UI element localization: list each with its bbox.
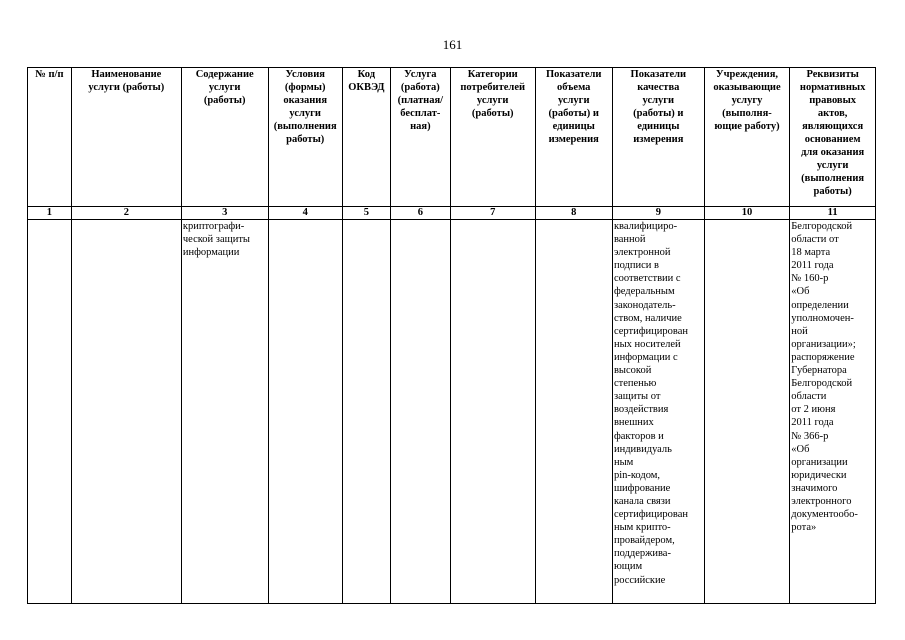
- text-line: правовых: [809, 95, 857, 106]
- text-line: актов,: [817, 108, 848, 119]
- text-line: факторов и: [613, 430, 664, 442]
- text-line: (формы): [284, 82, 326, 93]
- text-line: индивидуаль: [613, 443, 672, 455]
- text-line: услуги (работы): [88, 82, 165, 93]
- header-cell: [71, 68, 181, 207]
- text-line: (выполнения: [273, 121, 337, 132]
- header-cell: [342, 68, 390, 207]
- header-cell: [268, 68, 342, 207]
- column-number: 7: [450, 207, 535, 220]
- text-line: провайдером,: [613, 535, 675, 547]
- text-line: объема: [557, 82, 591, 93]
- text-line: (работа): [400, 82, 440, 93]
- text-line: ных носителей: [613, 338, 681, 350]
- cell-legal-acts: [790, 220, 876, 604]
- text-line: Условия: [285, 69, 325, 80]
- text-line: Реквизиты: [806, 69, 859, 80]
- header-cell: [612, 68, 704, 207]
- text-line: (работы) и: [548, 108, 599, 119]
- text-line: степенью: [613, 378, 657, 390]
- header-cell: [28, 68, 72, 207]
- text-line: Учреждения,: [715, 69, 779, 80]
- cell-volume-indicators: [535, 220, 612, 604]
- text-line: электронной: [613, 247, 671, 259]
- text-line: сертифицирован: [613, 325, 688, 337]
- text-line: распоряжение: [791, 351, 855, 363]
- text-line: сертифицирован: [613, 509, 688, 521]
- text-line: работы): [286, 134, 325, 145]
- text-line: Наименование: [91, 69, 162, 80]
- text-line: Содержание: [195, 69, 254, 80]
- column-number: 11: [790, 207, 876, 220]
- text-line: работы): [813, 186, 852, 197]
- text-line: информации: [182, 247, 240, 259]
- text-line: ванной: [613, 234, 646, 246]
- text-line: высокой: [613, 365, 652, 377]
- text-line: уполномочен-: [791, 312, 854, 324]
- text-line: № 160-р: [791, 273, 829, 285]
- column-number: 1: [28, 207, 72, 220]
- text-line: ная): [410, 121, 431, 132]
- cell-okved: [342, 220, 390, 604]
- header-cell: [181, 68, 268, 207]
- services-table: [27, 67, 876, 604]
- text-line: Показатели: [630, 69, 687, 80]
- text-line: для оказания: [801, 147, 865, 158]
- text-line: 2011 года: [791, 417, 834, 429]
- text-line: измерения: [548, 134, 599, 145]
- cell-service-content: [181, 220, 268, 604]
- text-line: области от: [791, 234, 839, 246]
- text-line: «Об: [791, 443, 810, 455]
- text-line: Категории: [467, 69, 518, 80]
- text-line: Показатели: [545, 69, 602, 80]
- text-line: воздействия: [613, 404, 669, 416]
- text-line: (выполня-: [722, 108, 772, 119]
- text-line: документообо-: [791, 509, 858, 521]
- text-line: квалифициро-: [613, 221, 678, 232]
- header-cell: [450, 68, 535, 207]
- text-line: криптографи-: [182, 221, 245, 232]
- text-line: законодатель-: [613, 299, 676, 311]
- cell-institutions: [704, 220, 790, 604]
- header-cell: [790, 68, 876, 207]
- text-line: Губернатора: [791, 365, 847, 377]
- column-number: 3: [181, 207, 268, 220]
- text-line: ным крипто-: [613, 522, 671, 534]
- column-number: 9: [612, 207, 704, 220]
- text-line: канала связи: [613, 495, 671, 507]
- text-line: подписи в: [613, 260, 659, 272]
- text-line: организации»;: [791, 338, 856, 350]
- cell-consumer-categories: [450, 220, 535, 604]
- text-line: pin-кодом,: [613, 469, 661, 481]
- text-line: российские: [613, 574, 666, 586]
- column-number: 5: [342, 207, 390, 220]
- text-line: соответствии с: [613, 273, 681, 285]
- text-line: Услуга: [404, 69, 437, 80]
- cell-number: [28, 220, 72, 604]
- text-line: поддержива-: [613, 548, 671, 560]
- text-line: шифрование: [613, 482, 671, 494]
- table-row: [28, 220, 876, 604]
- column-number: 10: [704, 207, 790, 220]
- cell-service-name: [71, 220, 181, 604]
- text-line: ОКВЭД: [348, 82, 385, 93]
- text-line: внешних: [613, 417, 654, 429]
- text-line: защиты от: [613, 391, 661, 403]
- text-line: 2011 года: [791, 260, 834, 272]
- text-line: потребителей: [460, 82, 526, 93]
- text-line: ством, наличие: [613, 312, 682, 324]
- text-line: рота»: [791, 522, 817, 534]
- page-number: 161: [442, 37, 463, 52]
- text-line: являющихся: [802, 121, 864, 132]
- text-line: услуги: [476, 95, 509, 106]
- text-line: от 2 июня: [791, 404, 836, 416]
- text-line: ной: [791, 325, 808, 337]
- text-line: услуги: [289, 108, 321, 119]
- header-row: [28, 68, 876, 207]
- text-line: оказывающие: [713, 82, 781, 93]
- text-line: области: [791, 391, 827, 403]
- text-line: единицы: [637, 121, 680, 132]
- text-line: «Об: [791, 286, 810, 298]
- text-line: (выполнения: [801, 173, 865, 184]
- text-line: (работы): [471, 108, 514, 119]
- text-line: Белгородской: [791, 221, 853, 232]
- text-line: услугу: [731, 95, 763, 106]
- text-line: организации: [791, 456, 848, 468]
- text-line: ющие работу): [714, 121, 780, 132]
- text-line: № 366-р: [791, 430, 829, 442]
- text-line: электронного: [791, 495, 852, 507]
- text-line: ным: [613, 456, 634, 468]
- text-line: качества: [637, 82, 680, 93]
- text-line: бесплат-: [400, 108, 441, 119]
- column-number-row: [28, 207, 876, 220]
- text-line: определении: [791, 299, 849, 311]
- text-line: единицы: [552, 121, 595, 132]
- text-line: услуги: [816, 160, 849, 171]
- header-cell: [390, 68, 450, 207]
- text-line: информации с: [613, 351, 678, 363]
- text-line: ческой защиты: [182, 234, 250, 246]
- text-line: услуги: [208, 82, 241, 93]
- header-cell: [535, 68, 612, 207]
- text-line: нормативных: [799, 82, 866, 93]
- column-number: 2: [71, 207, 181, 220]
- text-line: основанием: [804, 134, 861, 145]
- text-line: (платная/: [397, 95, 444, 106]
- column-number: 6: [390, 207, 450, 220]
- text-line: услуги: [642, 95, 675, 106]
- text-line: ющим: [613, 561, 643, 573]
- header-cell: [704, 68, 790, 207]
- cell-paid-free: [390, 220, 450, 604]
- text-line: юридически: [791, 469, 847, 481]
- column-number: 8: [535, 207, 612, 220]
- text-line: услуги: [557, 95, 590, 106]
- text-line: Белгородской: [791, 378, 853, 390]
- text-line: 18 марта: [791, 247, 831, 259]
- text-line: федеральным: [613, 286, 675, 298]
- text-line: значимого: [791, 482, 838, 494]
- text-line: измерения: [633, 134, 684, 145]
- text-line: № п/п: [35, 69, 64, 80]
- cell-quality-indicators: [612, 220, 704, 604]
- column-number: 4: [268, 207, 342, 220]
- text-line: оказания: [283, 95, 328, 106]
- text-line: (работы): [203, 95, 246, 106]
- cell-conditions: [268, 220, 342, 604]
- text-line: (работы) и: [633, 108, 684, 119]
- text-line: Код: [357, 69, 376, 80]
